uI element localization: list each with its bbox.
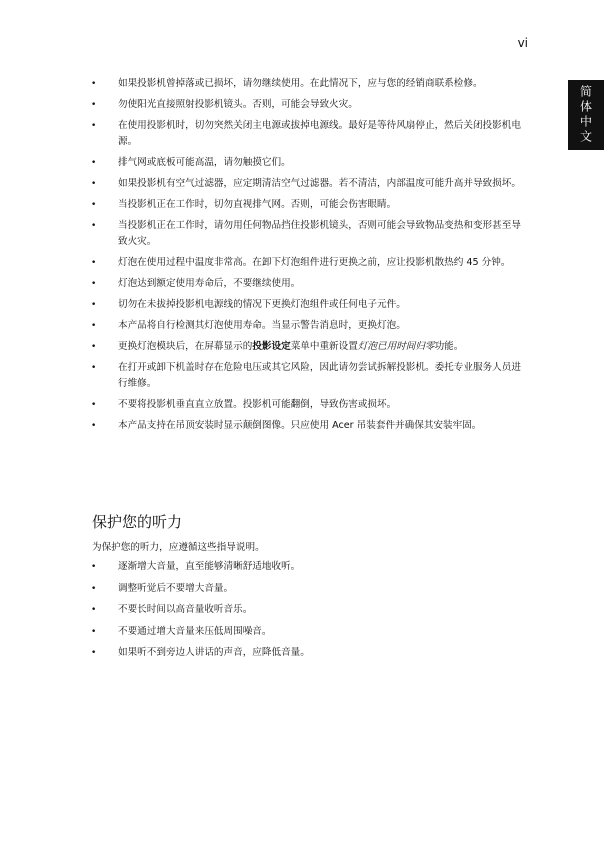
list-item [88,645,524,661]
list-item [88,418,524,434]
list-item [88,339,524,355]
bullet-icon: • [91,363,97,373]
list-item [88,397,524,413]
list-item-text: 本产品将自行检测其灯泡使用寿命。当显示警告消息时，更换灯泡。 [118,320,406,331]
list-item [88,602,524,618]
bullet-icon: • [91,562,97,572]
list-item [88,624,524,640]
menu-name-emphasis: 投影设定 [252,341,291,352]
list-item [88,318,524,334]
language-tab [568,80,604,150]
list-item [88,176,524,192]
list-item [88,218,524,250]
list-item-text: 如果投影机曾掉落或已损坏，请勿继续使用。在此情况下，应与您的经销商联系检修。 [118,78,483,89]
list-item-text: 如果听不到旁边人讲话的声音，应降低音量。 [118,647,310,658]
list-item-text: 排气网或底板可能高温，请勿触摸它们。 [118,157,291,168]
projector-warning-list [88,76,524,439]
bullet-icon: • [91,121,97,131]
bullet-icon: • [91,158,97,168]
list-item-text: 当投影机正在工作时，切勿直视排气网。否则，可能会伤害眼睛。 [118,199,397,210]
function-name-emphasis: 灯泡已用时间归零 [357,341,435,352]
list-item-text-middle: 菜单中重新设置 [290,341,358,352]
bullet-icon: • [91,321,97,331]
bullet-icon: • [91,605,97,615]
list-item-text: 灯泡达到额定使用寿命后，不要继续使用。 [118,278,301,289]
list-item-text: 在打开或卸下机盖时存在危险电压或其它风险，因此请勿尝试拆解投影机。委托专业服务人员进行维修。 [118,362,521,389]
list-item [88,581,524,597]
list-item [88,559,524,575]
list-item-text: 如果投影机有空气过滤器，应定期清洁空气过滤器。若不清洁，内部温度可能升高并导致损坏。 [118,178,521,189]
bullet-icon: • [91,279,97,289]
bullet-icon: • [91,200,97,210]
list-item-text: 勿使阳光直接照射投影机镜头。否则，可能会导致火灾。 [118,99,358,110]
list-item-text: 本产品支持在吊顶安装时显示颠倒图像。只应使用 Acer 吊装套件并确保其安装牢固。 [118,420,482,431]
list-item [88,97,524,113]
list-item-text: 灯泡在使用过程中温度非常高。在卸下灯泡组件进行更换之前，应让投影机散热约 45 分钟。 [118,257,511,268]
list-item-text-before: 更换灯泡模块后，在屏幕显示的 [118,341,253,352]
bullet-icon: • [91,400,97,410]
section-intro: 为保护您的听力，应遵循这些指导说明。 [92,542,265,553]
list-item-text: 不要通过增大音量来压低周围噪音。 [118,625,272,637]
language-tab-label: 简体中文 [578,85,593,145]
list-item [88,76,524,92]
list-item [88,297,524,313]
section-heading: 保护您的听力 [92,513,183,531]
list-item-text: 切勿在未拔掉投影机电源线的情况下更换灯泡组件或任何电子元件。 [118,299,406,310]
bullet-icon: • [91,258,97,268]
list-item-text: 不要长时间以高音量收听音乐。 [118,604,253,615]
list-item-text: 调整听觉后不要增大音量。 [118,582,234,594]
bullet-icon: • [91,79,97,89]
list-item [88,255,524,271]
hearing-guideline-list [88,559,524,667]
list-item-text-after: 功能。 [434,341,464,352]
list-item [88,276,524,292]
list-item-text: 当投影机正在工作时，请勿用任何物品挡住投影机镜头，否则可能会导致物品变热和变形甚至导致火灾。 [118,220,521,247]
bullet-icon: • [91,221,97,231]
list-item-text: 在使用投影机时，切勿突然关闭主电源或拔掉电源线。最好是等待风扇停止，然后关闭投影机电源。 [118,120,521,147]
bullet-icon: • [91,342,97,352]
list-item [88,360,524,392]
bullet-icon: • [91,583,97,594]
bullet-icon: • [91,179,97,189]
bullet-icon: • [91,100,97,110]
bullet-icon: • [91,626,97,637]
list-item [88,155,524,171]
page-number: vi [517,36,528,50]
bullet-icon: • [91,421,97,431]
list-item [88,118,524,150]
bullet-icon: • [91,300,97,310]
list-item-text: 不要将投影机垂直直立放置。投影机可能翻倒，导致伤害或损坏。 [118,399,397,410]
list-item-text: 逐渐增大音量，直至能够清晰舒适地收听。 [118,561,301,572]
list-item [88,197,524,213]
bullet-icon: • [91,648,97,658]
